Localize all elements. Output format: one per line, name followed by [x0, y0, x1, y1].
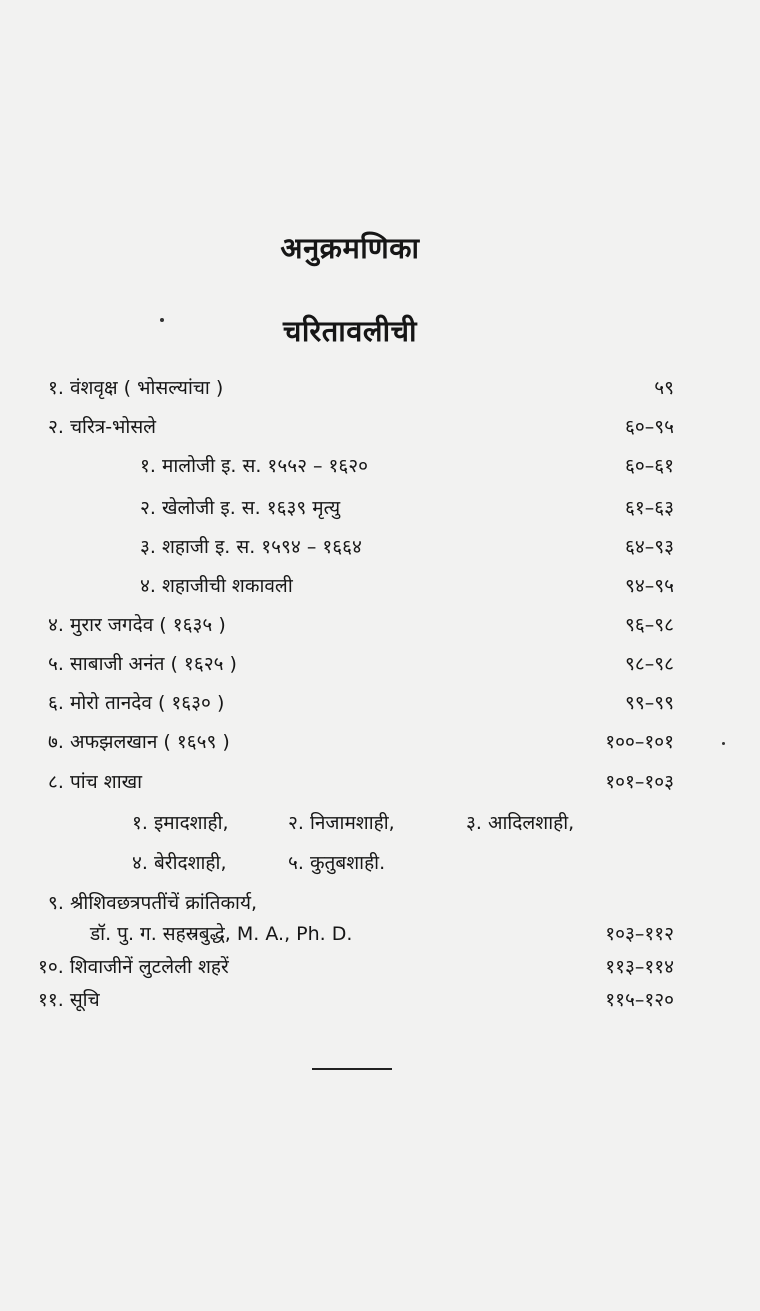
branch-item: २. निजामशाही, [288, 812, 395, 834]
toc-entry-label: १. वंशवृक्ष ( भोसल्यांचा ) [48, 377, 224, 399]
toc-entry [0, 608, 760, 642]
toc-entry-label: ४. मुरार जगदेव ( १६३५ ) [48, 614, 226, 636]
ink-mark [722, 742, 725, 745]
toc-entry [0, 983, 760, 1017]
toc-entry-pages: ९८–९८ [624, 653, 674, 675]
toc-entry-pages: ६०–९५ [624, 416, 674, 438]
toc-entry-label: २. खेलोजी इ. स. १६३९ मृत्यु [140, 497, 341, 519]
branch-item: १. इमादशाही, [132, 812, 229, 834]
toc-entry-label: डॉ. पु. ग. सहस्रबुद्धे, M. A., Ph. D. [90, 923, 353, 945]
toc-entry-label: ४. शहाजीची शकावली [140, 575, 293, 597]
toc-entry-pages: १००–१०१ [605, 731, 674, 753]
toc-entry-label: १०. शिवाजीनें लुटलेली शहरें [38, 956, 229, 978]
toc-entry-pages: ९६–९८ [624, 614, 674, 636]
toc-entry-label: ९. श्रीशिवछत्रपतींचें क्रांतिकार्य, [48, 892, 258, 914]
toc-entry [0, 725, 760, 759]
toc-subentry [0, 491, 760, 525]
page-title: अनुक्रमणिका [280, 231, 420, 265]
toc-entry-pages: ११५–१२० [605, 989, 674, 1011]
branch-item: ३. आदिलशाही, [466, 812, 575, 834]
toc-entry [0, 371, 760, 405]
toc-entry-continuation [0, 917, 760, 951]
toc-entry-label: १. मालोजी इ. स. १५५२ – १६२० [140, 455, 369, 477]
toc-entry-pages: १०३–११२ [605, 923, 674, 945]
toc-entry-label: २. चरित्र-भोसले [48, 416, 157, 438]
toc-entry-label: ५. साबाजी अनंत ( १६२५ ) [48, 653, 237, 675]
toc-entry-pages: ९९–९९ [624, 692, 674, 714]
toc-entry [0, 950, 760, 984]
toc-subentry [0, 569, 760, 603]
toc-entry-pages: ६१–६३ [624, 497, 674, 519]
toc-entry [0, 647, 760, 681]
page-subtitle: चरितावलीची [282, 314, 418, 348]
toc-subentry [0, 530, 760, 564]
toc-entry-label: ३. शहाजी इ. स. १५९४ – १६६४ [140, 536, 362, 558]
toc-entry-pages: १०१–१०३ [605, 771, 674, 793]
toc-subentry [0, 449, 760, 483]
toc-entry-pages: ११३–११४ [605, 956, 674, 978]
toc-entry-pages: ९४–९५ [624, 575, 674, 597]
toc-entry [0, 410, 760, 444]
toc-entry-label: ६. मोरो तानदेव ( १६३० ) [48, 692, 225, 714]
toc-entry-label: ११. सूचि [38, 989, 100, 1011]
toc-entry [0, 886, 760, 920]
toc-entry-label: ८. पांच शाखा [48, 771, 143, 793]
closing-rule [312, 1068, 392, 1070]
toc-entry-label: ७. अफझलखान ( १६५९ ) [48, 731, 230, 753]
branch-item: ५. कुतुबशाही. [288, 852, 386, 874]
toc-entry [0, 686, 760, 720]
toc-entry-pages: ६४–९३ [624, 536, 674, 558]
toc-entry-pages: ६०–६१ [624, 455, 674, 477]
toc-entry [0, 765, 760, 799]
toc-entry-pages: ५९ [654, 377, 674, 399]
branch-item: ४. बेरीदशाही, [132, 852, 227, 874]
